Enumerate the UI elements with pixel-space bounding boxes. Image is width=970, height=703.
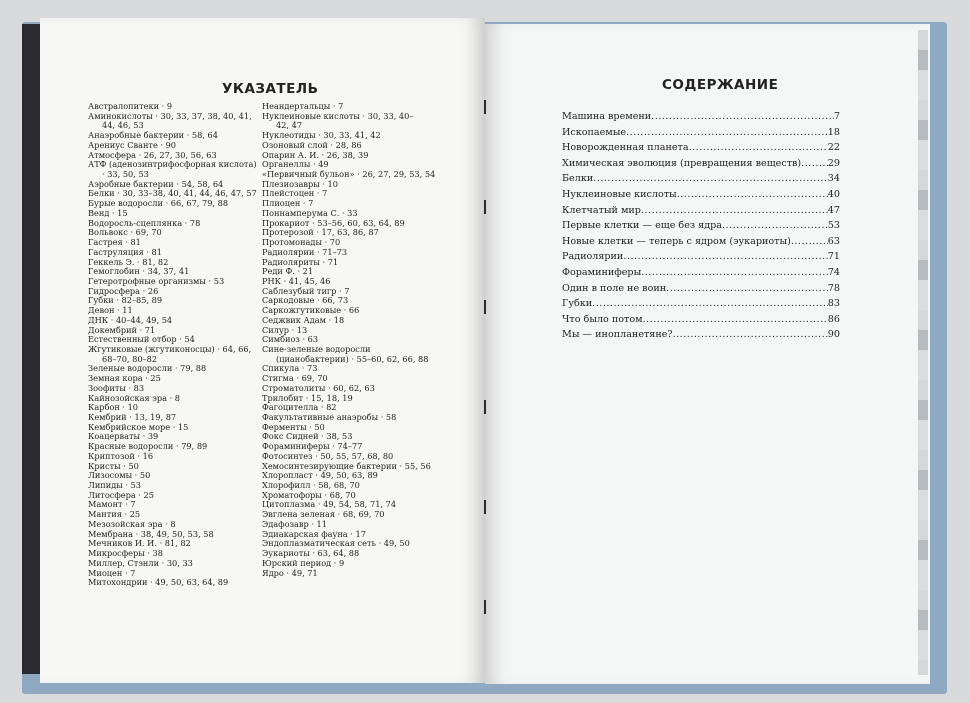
- contents-item: [562, 327, 840, 343]
- leader-dots: [673, 327, 828, 343]
- index-entry: Хроматофоры · 68, 70: [262, 489, 356, 500]
- leader-dots: [641, 265, 828, 281]
- contents-item: [562, 171, 840, 187]
- index-entry: Атмосфера · 26, 27, 30, 56, 63: [88, 149, 217, 160]
- index-entry: РНК · 41, 45, 46: [262, 275, 331, 286]
- leader-dots: [643, 312, 828, 328]
- leader-dots: [801, 156, 828, 172]
- index-entry: Эвглена зеленая · 68, 69, 70: [262, 509, 385, 520]
- index-entry: Строматолиты · 60, 62, 63: [262, 382, 375, 393]
- contents-item-title: Химическая эволюция (превращения веществ): [562, 157, 802, 169]
- contents-item: [562, 265, 840, 281]
- contents-item-title: Ископаемые: [562, 126, 627, 138]
- index-entry: Зеленые водоросли · 79, 88: [88, 363, 207, 374]
- contents-item-page: 34: [827, 173, 840, 185]
- index-entry: Карбон · 10: [88, 402, 139, 413]
- index-entry: Эдиакарская фауна · 17: [262, 528, 366, 539]
- index-entry: Хлоропласт · 49, 50, 63, 89: [262, 470, 378, 481]
- index-entry: Фотосинтез · 50, 55, 57, 68, 80: [262, 450, 394, 461]
- page-edges: [918, 30, 928, 675]
- contents-item-title: Машина времени: [562, 111, 652, 122]
- index-entry: Хемосинтезирующие бактерии · 55, 56: [262, 460, 431, 471]
- index-entry: ДНК · 40–44, 49, 54: [88, 314, 173, 325]
- index-entry: Бурые водоросли · 66, 67, 79, 88: [88, 198, 229, 209]
- index-entry: Кайнозойская эра · 8: [88, 392, 180, 403]
- index-entry: Зоофиты · 83: [88, 382, 145, 393]
- index-entry: Протомонады · 70: [262, 237, 341, 248]
- leader-dots: [641, 203, 828, 219]
- index-entry: Арениус Сванте · 90: [88, 139, 177, 150]
- contents-item-page: 53: [827, 220, 840, 232]
- leader-dots: [791, 234, 828, 250]
- contents-item: [562, 109, 840, 125]
- index-entry: Естественный отбор · 54: [88, 334, 195, 345]
- contents-item: [562, 187, 840, 203]
- index-entry: Геккель Э. · 81, 82: [88, 256, 169, 267]
- index-entry: Ядро · 49, 71: [262, 567, 318, 578]
- index-entry: Криптозой · 16: [88, 450, 154, 461]
- contents-item-page: 71: [827, 251, 840, 263]
- index-entry: Белки · 30, 33–38, 40, 41, 44, 46, 47, 57: [88, 188, 257, 199]
- index-entry: Радиоляриты · 71: [262, 256, 339, 267]
- index-column-2: [262, 102, 435, 578]
- index-entry: Нуклеиновые кислоты · 30, 33, 40–: [262, 110, 414, 121]
- index-entry-continuation: 68–70, 80–82: [102, 353, 158, 364]
- index-entry: Саркожгутиковые · 66: [262, 305, 360, 316]
- index-entry: Цитоплазма · 49, 54, 58, 71, 74: [262, 499, 397, 510]
- leader-dots: [593, 171, 828, 187]
- contents-item-page: 47: [827, 204, 840, 216]
- index-entry: «Первичный бульон» · 26, 27, 29, 53, 54: [262, 169, 436, 180]
- contents-item: [562, 312, 840, 328]
- contents-item-title: Мы — инопланетяне?: [562, 329, 673, 341]
- contents-item-page: 29: [827, 157, 840, 169]
- contents-item-page: 7: [833, 111, 840, 122]
- contents-item-title: Первые клетки — еще без ядра: [562, 220, 722, 232]
- index-entry: Гаструляция · 81: [88, 246, 162, 257]
- contents-item-page: 90: [827, 329, 840, 341]
- index-entry: Миоцен · 7: [88, 567, 136, 578]
- index-entry: Липиды · 53: [88, 480, 141, 491]
- index-entry: Мечников И. И. · 81, 82: [88, 538, 191, 549]
- contents-item-page: 86: [827, 313, 840, 325]
- index-entry: Докембрий · 71: [88, 324, 156, 335]
- index-entry: Кристы · 50: [88, 460, 139, 471]
- index-entry: Австралопитеки · 9: [88, 101, 173, 111]
- index-entry: Плейстоцен · 7: [262, 188, 328, 199]
- index-entry: Протерозой · 17, 63, 86, 87: [262, 227, 379, 238]
- index-entry: Гидросфера · 26: [88, 285, 159, 296]
- index-entry: Мембрана · 38, 49, 50, 53, 58: [88, 528, 214, 539]
- index-entry: Спикула · 73: [262, 363, 318, 374]
- index-entry: Стигма · 69, 70: [262, 373, 328, 384]
- index-entry: Поннамперума С. · 33: [262, 207, 358, 218]
- index-entry: Фагоцителла · 82: [262, 402, 337, 413]
- index-entry: Миллер, Стэнли · 30, 33: [88, 557, 193, 568]
- index-entry: Седжвик Адам · 18: [262, 314, 345, 325]
- contents-item-title: Белки: [562, 173, 594, 185]
- index-entry: Микросферы · 38: [88, 548, 163, 559]
- index-entry: Опарин А. И. · 26, 38, 39: [262, 149, 369, 160]
- contents-item-title: Новорожденная планета: [562, 142, 689, 154]
- leader-dots: [623, 249, 827, 265]
- index-entry: Водоросль-сцеплянка · 78: [88, 217, 201, 228]
- index-entry: Жгутиковые (жгутиконосцы) · 64, 66,: [88, 343, 252, 354]
- binding-stitch: [484, 600, 486, 614]
- index-entry: Плиоцен · 7: [262, 198, 314, 209]
- index-entry: Гетеротрофные организмы · 53: [88, 275, 225, 286]
- index-entry: Трилобит · 15, 18, 19: [262, 392, 353, 403]
- index-entry: Эукариоты · 63, 64, 88: [262, 548, 360, 559]
- index-entry: Радиолярии · 71–73: [262, 246, 348, 257]
- leader-dots: [592, 296, 828, 312]
- contents-item-title: Губки: [562, 298, 593, 310]
- contents-item: [562, 156, 840, 172]
- contents-item-title: Новые клетки — теперь с ядром (эукариоты): [562, 235, 791, 247]
- contents-item: [562, 249, 840, 265]
- index-entry: Анаэробные бактерии · 58, 64: [88, 130, 218, 141]
- index-entry: Озоновый слой · 28, 86: [262, 139, 362, 150]
- leader-dots: [651, 109, 834, 125]
- index-entry: Коацерваты · 39: [88, 431, 159, 442]
- index-entry: Саркодовые · 66, 73: [262, 295, 349, 306]
- index-entry: Нуклеотиды · 30, 33, 41, 42: [262, 130, 381, 141]
- index-entry: Кембрий · 13, 19, 87: [88, 412, 177, 422]
- leader-dots: [722, 218, 828, 234]
- index-entry: Юрский период · 9: [262, 557, 345, 568]
- index-entry: Фораминиферы · 74–77: [262, 441, 363, 452]
- index-entry: Мамонт · 7: [88, 499, 136, 510]
- index-entry: Хлорофилл · 58, 68, 70: [262, 480, 360, 491]
- index-entry: Губки · 82–85, 89: [88, 295, 163, 306]
- index-column-1: [88, 102, 257, 588]
- index-entry: Прокариот · 53–56, 60, 63, 64, 89: [262, 217, 405, 228]
- index-entry: Эндоплазматическая сеть · 49, 50: [262, 538, 410, 549]
- leader-dots: [689, 140, 828, 156]
- index-entry: Гастрея · 81: [88, 237, 141, 248]
- contents-list: [562, 109, 840, 343]
- index-entry-continuation: 44, 46, 53: [102, 120, 144, 131]
- index-entry: Факультативные анаэробы · 58: [262, 412, 397, 422]
- contents-item-title: Клетчатый мир: [562, 204, 641, 216]
- contents-item-title: Нуклеиновые кислоты: [562, 188, 677, 200]
- index-entry: Силур · 13: [262, 324, 308, 335]
- index-entry: Ферменты · 50: [262, 421, 325, 432]
- contents-item: [562, 234, 840, 250]
- contents-item-page: 83: [827, 298, 840, 310]
- contents-item-page: 63: [827, 235, 840, 247]
- contents-item: [562, 218, 840, 234]
- contents-item-page: 18: [827, 126, 840, 138]
- contents-item-page: 22: [827, 142, 840, 154]
- index-entry: Симбиоз · 63: [262, 334, 319, 345]
- index-entry: Аэробные бактерии · 54, 58, 64: [88, 178, 224, 189]
- index-entry-continuation: · 33, 50, 53: [102, 169, 149, 180]
- index-entry: Плезиозавры · 10: [262, 178, 338, 189]
- index-entry: Вольвокс · 69, 70: [88, 227, 162, 238]
- contents-item-title: Радиолярии: [562, 251, 624, 263]
- index-entry: Гемоглобин · 34, 37, 41: [88, 266, 190, 277]
- contents-item-page: 40: [827, 188, 840, 200]
- leader-dots: [677, 187, 828, 203]
- index-entry: Девон · 11: [88, 305, 133, 316]
- index-entry: Земная кора · 25: [88, 373, 161, 384]
- index-entry-continuation: (цианобактерии) · 55–60, 62, 66, 88: [276, 353, 429, 364]
- index-entry: Органеллы · 49: [262, 159, 329, 170]
- index-entry: Реди Ф. · 21: [262, 266, 314, 277]
- contents-item: [562, 203, 840, 219]
- index-entry: Митохондрии · 49, 50, 63, 64, 89: [88, 577, 229, 588]
- index-entry: Кембрийское море · 15: [88, 421, 189, 432]
- index-entry: Фокс Сидней · 38, 53: [262, 431, 353, 442]
- contents-item-page: 74: [827, 266, 840, 278]
- contents-item: [562, 281, 840, 297]
- binding-stitch: [484, 100, 486, 114]
- contents-item-page: 78: [827, 282, 840, 294]
- binding-stitch: [484, 200, 486, 214]
- index-entry: Литосфера · 25: [88, 489, 154, 500]
- index-entry: Красные водоросли · 79, 89: [88, 441, 208, 452]
- leader-dots: [666, 281, 828, 297]
- index-title: УКАЗАТЕЛЬ: [222, 81, 319, 97]
- index-entry: Венд · 15: [88, 207, 128, 218]
- contents-item: [562, 140, 840, 156]
- index-entry-continuation: 42, 47: [276, 120, 303, 131]
- leader-dots: [626, 125, 828, 141]
- binding-stitch: [484, 400, 486, 414]
- index-entry: Саблезубый тигр · 7: [262, 285, 350, 296]
- binding-stitch: [484, 500, 486, 514]
- contents-item-title: Фораминиферы: [562, 266, 642, 278]
- index-entry: Эдафозавр · 11: [262, 518, 327, 529]
- index-entry: Неандертальцы · 7: [262, 101, 344, 111]
- index-entry: Сине-зеленые водоросли: [262, 343, 371, 354]
- contents-item-title: Что было потом: [562, 313, 643, 325]
- contents-item: [562, 125, 840, 141]
- index-entry: Мезозойская эра · 8: [88, 518, 176, 529]
- contents-item-title: Один в поле не воин: [562, 282, 667, 294]
- index-entry: Аминокислоты · 30, 33, 37, 38, 40, 41,: [88, 110, 252, 121]
- index-entry: Лизосомы · 50: [88, 470, 151, 481]
- index-entry: АТФ (аденозинтрифосфорная кислота): [88, 159, 257, 170]
- contents-title: СОДЕРЖАНИЕ: [662, 77, 779, 93]
- index-entry: Мантия · 25: [88, 509, 141, 520]
- binding-stitch: [484, 300, 486, 314]
- contents-item: [562, 296, 840, 312]
